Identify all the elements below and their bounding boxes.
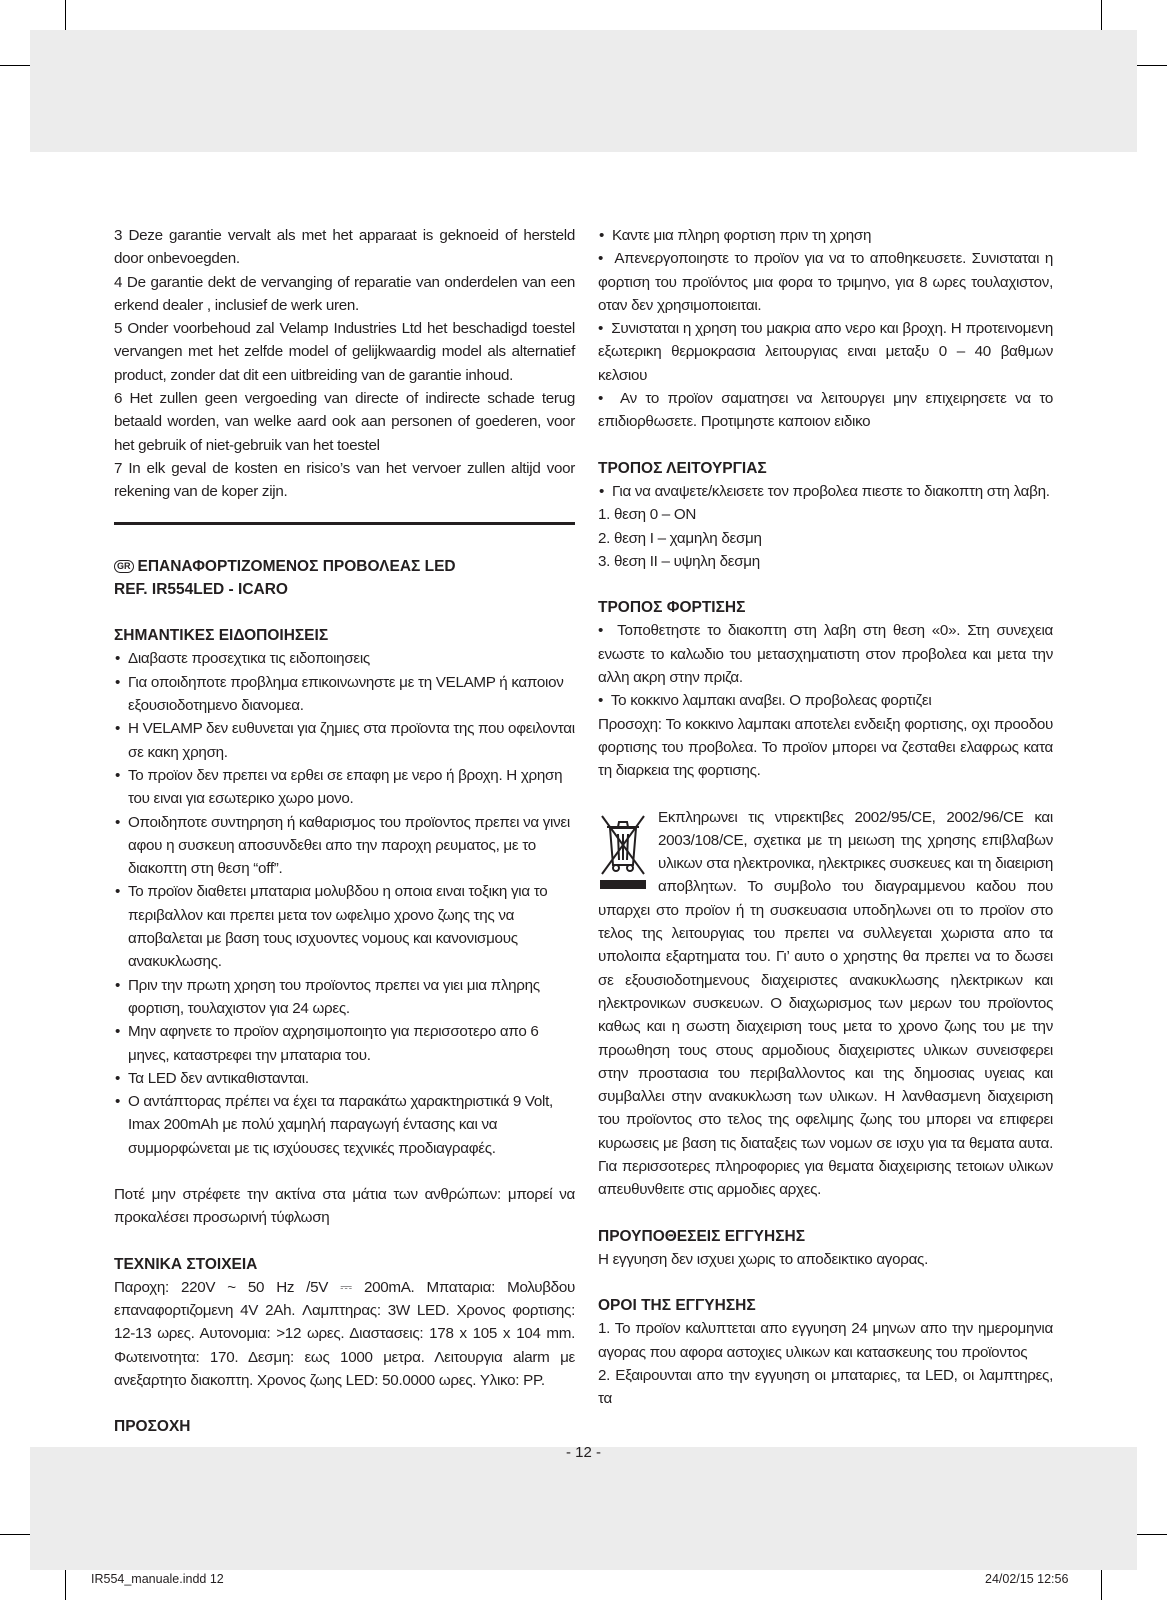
list-item: • Οποιδηποτε συντηρηση ή καθαρισμος του προϊοντος πρεπει να γινει αφου η συσκευη αποσυνδεθει απο την παροχη ρευματος, με το διακοπτη στη θεση “off”. <box>114 811 575 881</box>
operation-step: 2. θεση I – χαμηλη δεσμη <box>598 529 762 547</box>
page-number: - 12 - <box>565 1444 601 1461</box>
list-item: • Η VELAMP δεν ευθυνεται για ζημιες στα προϊοντα της που οφειλονται σε κακη χρηση. <box>114 717 575 764</box>
crop-mark <box>1137 1534 1167 1535</box>
right-column <box>598 224 1053 1411</box>
operation-step: 1. θεση 0 – ON <box>598 506 697 524</box>
weee-text: Εκπληρωνει τις ντιρεκτιβες 2002/95/CE, 2002/96/CE και 2003/108/CE, σχετικα με τη μειωση της χρησης επιβλαβων υλικων στα ηλεκτρονικα, ηλεκτρικες συσκευες και τη διαειριση αποβλητων. Το συμβολο του διαγραμμενου καδου που υπαρχει στο προϊον ή τη συσκευασια υποδηλωνει οτι το προϊον στο τελος της λειτουργιας του πρεπει να συλλεγεται χωριστα απο τα υπολοιπα εξαρτηματα του. Γι’ αυτο ο χρηστης θα πρεπει να το δωσει σε εξουσιοδοτημενους διαχειριστες ανακυκλωσης ηλεκτρικων και ηλεκτρονικων συσκευων. Ο διαχωρισμος των μερων του προϊοντος καθως και η σωστη διαχειριση τους μετα το χρονο ζωης του με την προωθηση τους στους αρμοδιους διαχειριστες υλικων συνεισφερει στην προστασια του περιβαλλοντος και της δημοσιας υγειας και συμβαλλει στην ανακυκλωση των υλικων. Η λανθασμενη διαχειριση του προϊοντος στο τελος της οφελιμης ζωης του μπορει να επιφερει κυρωσεις με βαση τις διαταξεις των νομων σε ισχυ για τα θεματα αυτα. Για περισσοτερες πληροφοριες για θεματα διαχειρισης τετοιων υλικων απευθυνθειτε στις αρμοδιες αρχες. <box>598 808 1053 1199</box>
gr-language-badge: GR <box>114 560 134 573</box>
weee-section <box>598 806 1053 1202</box>
specs-heading: ΤΕΧΝΙΚΑ ΣΤΟΙΧΕΙΑ <box>114 1255 258 1273</box>
caution-list <box>598 224 1053 247</box>
eye-warning: Ποτέ μην στρέφετε την ακτίνα στα μάτια των ανθρώπων: μπορεί να προκαλέσει προσωρινή τύφλωση <box>114 1185 575 1227</box>
crossed-bin-icon <box>598 810 648 890</box>
list-item: • Διαβαστε προσεχτικα τις ειδοποιησεις <box>114 647 575 670</box>
crop-mark <box>1137 65 1167 66</box>
warranty-conditions-text: Η εγγυηση δεν ισχυει χωρις το αποδεικτικο αγορας. <box>598 1250 928 1268</box>
crop-mark <box>0 65 30 66</box>
warnings-heading: ΣΗΜΑΝΤΙΚΕΣ ΕΙΔΟΠΟΙΗΣΕΙΣ <box>114 627 329 645</box>
charging-note: Προσοχη: Το κοκκινο λαμπακι αποτελει ενδειξη φορτισης, οχι προοδου φορτισης του προβολεα. Το προϊον μπορει να ζεσταθει ελαφρως κατα τη διαρκεια της φορτισης. <box>598 715 1053 780</box>
charging-heading: ΤΡΟΠΟΣ ΦΟΡΤΙΣΗΣ <box>598 599 746 617</box>
list-item: • Τα LED δεν αντικαθιστανται. <box>114 1067 575 1090</box>
header-band <box>30 30 1137 152</box>
left-column <box>114 224 575 1439</box>
list-item: • Ο αντάπτορας πρέπει να έχει τα παρακάτω χαρακτηριστικά 9 Volt, Imax 200mAh με πολύ χαμηλή παραγωγή έντασης και να συμμορφώνεται με τις ισχύουσες τεχνικές προδιαγραφές. <box>114 1090 575 1160</box>
product-ref: REF. IR554LED - ICARO <box>114 580 288 598</box>
nl-warranty-item: 4 De garantie dekt de vervanging of reparatie van onderdelen van een erkend dealer , inclusief de werk uren. <box>114 273 575 314</box>
list-item: • Το προϊον διαθετει μπαταρια μολυβδου η οποια ειναι τοξικη για το περιβαλλον και πρεπει μετα τον ωφελιμο χρονο ζωης της να αποβαλεται με βαση τους ισχυοντες νομους και κανονισμους ανακυκλωσης. <box>114 880 575 973</box>
list-item: • Το κοκκινο λαμπακι αναβει. Ο προβολεας φορτιζει <box>598 692 932 710</box>
crop-mark <box>65 1570 66 1600</box>
crop-mark <box>1101 0 1102 30</box>
warranty-term: 2. Εξαιρουνται απο την εγγυηση οι μπαταριες, τα LED, οι λαμπτηρες, τα <box>598 1367 1053 1408</box>
operation-step: 3. θεση II – υψηλη δεσμη <box>598 552 760 570</box>
specs-text: Παροχη: 220V ~ 50 Hz /5V ⎓ 200mA. Μπαταρια: Μολυβδου επαναφορτιζομενη 4V 2Ah. Λαμπτηρας: 3W LED. Χρονος φορτισης: 12-13 ωρες. Αυτονομια: >12 ωρες. Διαστασεις: 178 x 105 x 104 mm. Φωτεινοτητα: 170. Δεσμη: εως 1000 μετρα. Λειτουργια alarm με ανεξαρτητο διακοπτη. Χρονος ζωης LED: 50.0000 ωρες. Υλικο: PP. <box>114 1278 575 1390</box>
nl-warranty-item: 3 Deze garantie vervalt als met het apparaat is geknoeid of hersteld door onbevoegden. <box>114 227 575 268</box>
file-name-slug: IR554_manuale.indd 12 <box>91 1572 224 1586</box>
list-item: • Πριν την πρωτη χρηση του προϊοντος πρεπει να γιει μια πληρης φορτιση, τουλαχιστον για 24 ωρες. <box>114 974 575 1021</box>
list-item: • Για να αναψετε/κλεισετε τον προβολεα πιεστε το διακοπτη στη λαβη. <box>598 480 1053 503</box>
list-item: • Μην αφηνετε το προϊον αχρησιμοποιητο για περισσοτερο απο 6 μηνες, καταστρεφει την μπαταρια του. <box>114 1020 575 1067</box>
crop-mark <box>1101 1570 1102 1600</box>
warnings-list <box>114 647 575 1160</box>
list-item: • Για οποιδηποτε προβλημα επικοινωνηστε με τη VELAMP ή καποιον εξουσιοδοτημενο διανομεα. <box>114 671 575 718</box>
product-title <box>114 555 575 578</box>
nl-warranty-item: 7 In elk geval de kosten en risico’s van het vervoer zullen altijd voor rekening van de koper zijn. <box>114 459 575 501</box>
crop-mark <box>65 0 66 30</box>
list-item: • Καντε μια πληρη φορτιση πριν τη χρηση <box>598 224 1053 247</box>
product-title-text: ΕΠΑΝΑΦΟΡΤΙΖΟΜΕΝΟΣ ΠΡΟΒΟΛΕΑΣ LED <box>137 557 456 575</box>
nl-warranty-item: 5 Onder voorbehoud zal Velamp Industries Ltd het beschadigd toestel vervangen met het zelfde model of gelijkwaardig model als alternatief product, zonder dat dit een uitbreiding van de garantie inhoud. <box>114 320 575 384</box>
caution-list-continued <box>598 247 1053 433</box>
operation-list <box>598 480 1053 503</box>
section-divider <box>114 522 575 525</box>
timestamp-slug: 24/02/15 12:56 <box>985 1572 1069 1586</box>
warranty-term: 1. Το προϊον καλυπτεται απο εγγυηση 24 μηνων απο την ημερομηνια αγορας που αφορα αστοχιες υλικων και κατασκευης του προϊοντος <box>598 1320 1053 1361</box>
list-item: • Τοποθετηστε το διακοπτη στη λαβη στη θεση «0». Στη συνεχεια ενωστε το καλωδιο του μετασχηματιστη στον προβολεα και μετα την αλλη ακρη στην πριζα. <box>598 622 1053 687</box>
charging-list <box>598 619 1053 712</box>
list-item: • Απενεργοποιηστε το προϊον για να το αποθηκευσετε. Συνισταται η φορτιση του προϊόντος μια φορα το τριμηνο, για 8 ωρες τουλαχιστον, οταν δεν χρησιμοποιειται. <box>598 250 1054 314</box>
list-item: • Συνισταται η χρηση του μακρια απο νερο και βροχη. Η προτεινομενη εξωτερικη θερμοκρασια λειτουργιας ειναι μεταξυ 0 – 40 βαθμων κελσιου <box>598 320 1054 384</box>
list-item: • Το προϊον δεν πρεπει να ερθει σε επαφη με νερο ή βροχη. Η χρηση του ειναι για εσωτερικο χωρο μονο. <box>114 764 575 811</box>
caution-heading: ΠΡΟΣΟΧΗ <box>114 1418 191 1436</box>
operation-heading: ΤΡΟΠΟΣ ΛΕΙΤΟΥΡΓΙΑΣ <box>598 459 767 477</box>
list-item: • Αν το προϊον σαματησει να λειτουργει μην επιχειρησετε να το επιδιορθωσετε. Προτιμηστε καποιον ειδικο <box>598 390 1054 431</box>
warranty-conditions-heading: ΠΡΟΥΠΟΘΕΣΕΙΣ ΕΓΓΥΗΣΗΣ <box>598 1227 805 1245</box>
nl-warranty-item: 6 Het zullen geen vergoeding van directe of indirecte schade terug betaald worden, van welke aard ook aan personen of goederen, voor het gebruik of niet-gebruik van het toestel <box>114 390 575 454</box>
footer-band <box>30 1447 1137 1570</box>
warranty-terms-heading: ΟΡΟΙ ΤΗΣ ΕΓΓΥΗΣΗΣ <box>598 1297 756 1315</box>
crop-mark <box>0 1534 30 1535</box>
